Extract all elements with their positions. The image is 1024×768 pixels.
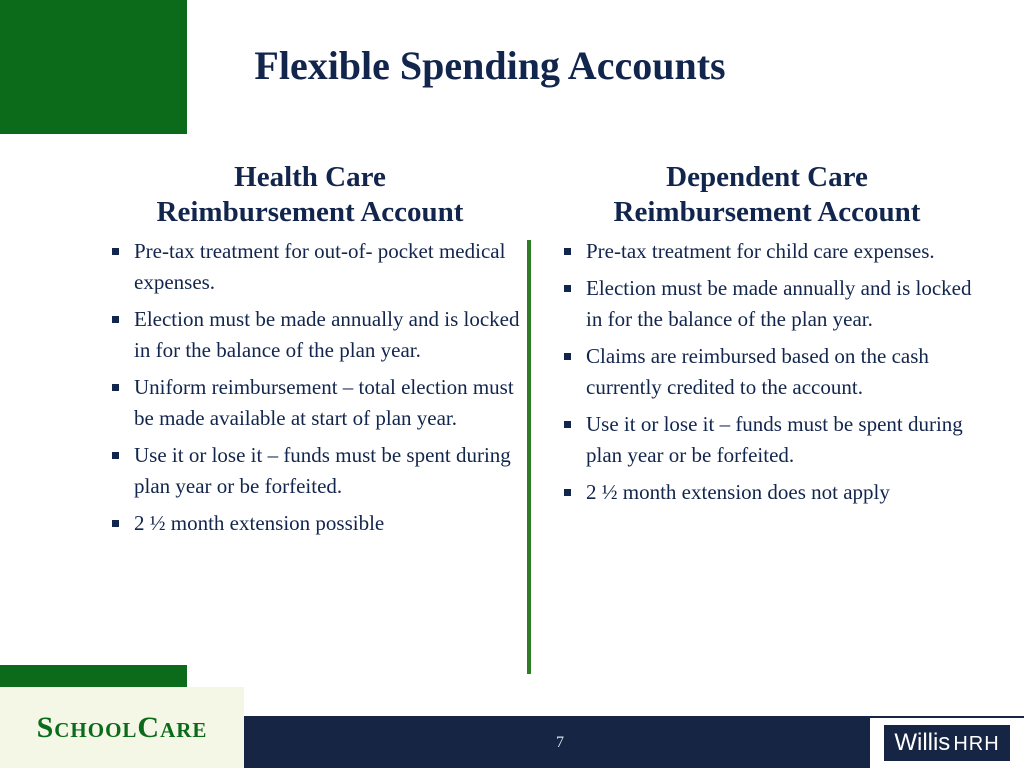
schoolcare-logo-text: SchoolCare (36, 710, 208, 744)
list-item: Use it or lose it – funds must be spent during plan year or be forfeited. (100, 440, 520, 502)
schoolcare-logo (0, 687, 244, 768)
list-item: Pre-tax treatment for child care expenses. (552, 236, 972, 267)
square-bullet-icon (112, 248, 119, 255)
square-bullet-icon (564, 353, 571, 360)
footer-green-strip (0, 665, 187, 687)
column-divider (527, 240, 531, 674)
health-care-heading (100, 160, 520, 230)
list-item: Election must be made annually and is locked in for the balance of the plan year. (552, 273, 972, 335)
dependent-care-bullet-list (552, 236, 972, 508)
square-bullet-icon (564, 248, 571, 255)
square-bullet-icon (112, 316, 119, 323)
square-bullet-icon (112, 384, 119, 391)
square-bullet-icon (112, 520, 119, 527)
list-item: Use it or lose it – funds must be spent during plan year or be forfeited. (552, 409, 972, 471)
hrh-logo-text: HRH (953, 733, 1000, 755)
list-item: 2 ½ month extension possible (100, 508, 520, 539)
top-left-green-block (0, 0, 187, 134)
square-bullet-icon (112, 452, 119, 459)
health-care-heading-line2: Reimbursement Account (156, 196, 464, 228)
dependent-care-heading-line2: Reimbursement Account (613, 196, 921, 228)
willis-hrh-logo-mark (884, 725, 1009, 761)
willis-logo-text: Willis (894, 729, 951, 756)
health-care-bullet-list (100, 236, 520, 539)
list-item: Election must be made annually and is locked in for the balance of the plan year. (100, 304, 520, 366)
square-bullet-icon (564, 421, 571, 428)
list-item: Pre-tax treatment for out-of- pocket medical expenses. (100, 236, 520, 298)
page-number: 7 (556, 734, 564, 751)
dependent-care-heading (552, 160, 982, 230)
list-item: 2 ½ month extension does not apply (552, 477, 972, 508)
dependent-care-heading-line1: Dependent Care (666, 161, 868, 193)
square-bullet-icon (564, 285, 571, 292)
health-care-heading-line1: Health Care (234, 161, 386, 193)
list-item: Claims are reimbursed based on the cash currently credited to the account. (552, 341, 972, 403)
list-item: Uniform reimbursement – total election must be made available at start of plan year. (100, 372, 520, 434)
willis-hrh-logo (870, 718, 1024, 768)
health-care-column (100, 160, 520, 545)
slide-title: Flexible Spending Accounts (254, 43, 726, 88)
square-bullet-icon (564, 489, 571, 496)
dependent-care-column (552, 160, 972, 514)
